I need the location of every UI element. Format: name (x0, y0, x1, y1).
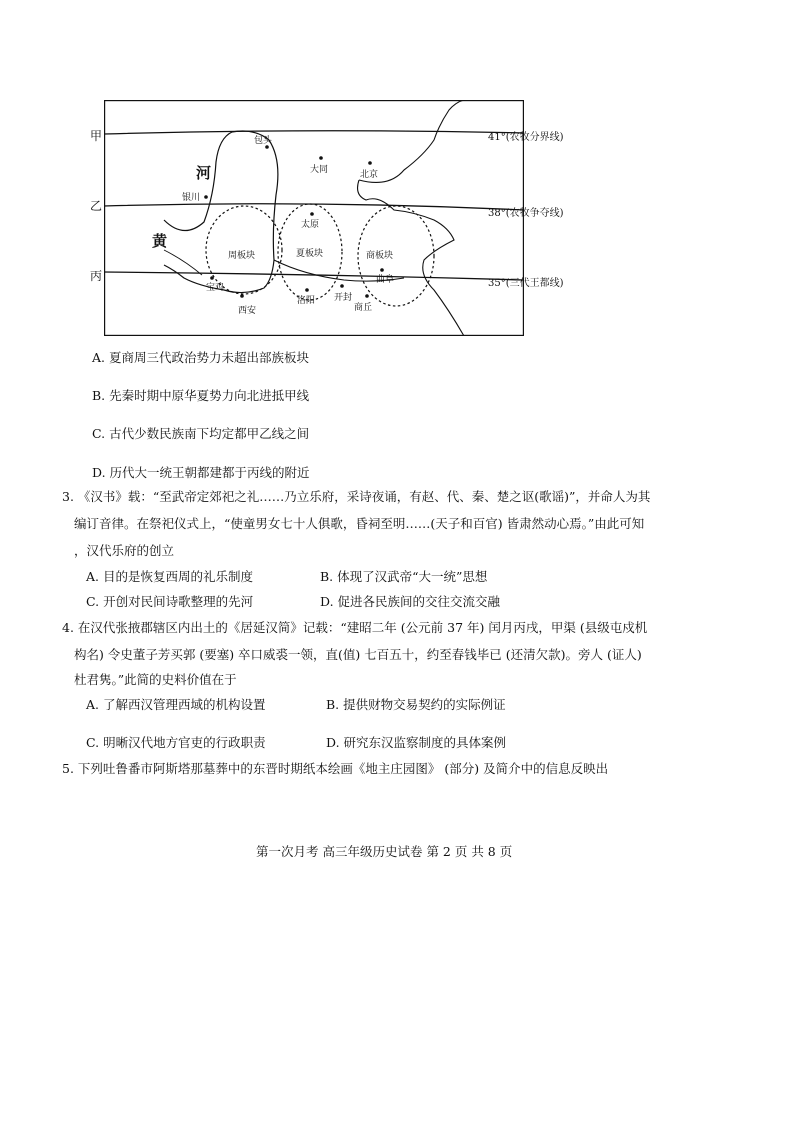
q2-option-c: C. 古代少数民族南下均定都甲乙线之间 (92, 426, 310, 441)
city-kaifeng: 开封 (334, 293, 353, 303)
line-jia (104, 131, 524, 134)
block-xia: 夏板块 (296, 249, 324, 259)
city-yinchuan: 银川 (182, 193, 201, 203)
dot-beijing (368, 161, 372, 165)
dot-kaifeng (340, 284, 344, 288)
dot-taiyuan (310, 212, 314, 216)
q4-option-d: D. 研究东汉监察制度的具体案例 (326, 735, 507, 750)
q2-option-a: A. 夏商周三代政治势力未超出部族板块 (92, 350, 309, 365)
q3-stem-line3: ，汉代乐府的创立 (74, 543, 175, 558)
dot-yinchuan (204, 195, 208, 199)
dot-datong (319, 156, 323, 160)
dot-luoyang (305, 288, 309, 292)
river-char-he: 河 (196, 164, 212, 182)
city-baotou: 包头 (254, 136, 273, 146)
q4-stem-line3: 杜君隽。”此简的史料价值在于 (74, 672, 237, 687)
q4-stem-line2: 构名) 令史董子芳买郭 (要塞) 卒口威裘一领，直(值) 七百五十，约至春钱毕已 (还清欠款)。旁人 (证人) (74, 647, 642, 662)
q4-stem-line1: 4. 在汉代张掖郡辖区内出土的《居延汉简》记载：“建昭二年 (公元前 37 年) 闰月丙戌，甲渠 (县级屯戍机 (62, 620, 648, 635)
wei-river (164, 250, 202, 275)
line-yi (104, 204, 524, 210)
city-qufu: 曲阜 (376, 275, 395, 285)
q3-stem-line2: 编订音律。在祭祀仪式上，“使童男女七十人俱歌，昏祠至明……(天子和百官) 皆肃然动心焉。”由此可知 (74, 516, 645, 531)
q3-option-a: A. 目的是恢复西周的礼乐制度 (86, 569, 253, 584)
line-label-41: 41°(农牧分界线) (488, 132, 564, 143)
block-shang: 商板块 (366, 251, 394, 261)
city-beijing: 北京 (360, 170, 379, 180)
block-zhou: 周板块 (228, 251, 256, 261)
q4-option-b: B. 提供财物交易契约的实际例证 (326, 697, 506, 712)
q3-option-b: B. 体现了汉武帝“大一统”思想 (320, 569, 488, 584)
river-char-huang: 黄 (152, 232, 168, 250)
q4-option-c: C. 明晰汉代地方官吏的行政职责 (86, 735, 266, 750)
dot-xian (240, 294, 244, 298)
yellow-river-loop (164, 131, 278, 293)
q3-option-c: C. 开创对民间诗歌整理的先河 (86, 594, 254, 609)
city-datong: 大同 (310, 165, 329, 175)
side-label-bing: 丙 (90, 269, 103, 283)
dot-shangqiu (365, 294, 369, 298)
q2-option-b: B. 先秦时期中原华夏势力向北进抵甲线 (92, 388, 310, 403)
q3-stem-line1: 3. 《汉书》载：“至武帝定郊祀之礼……乃立乐府，采诗夜诵，有赵、代、秦、楚之讴(歌谣)”，并命人为其 (62, 489, 651, 504)
q2-option-d: D. 历代大一统王朝都建都于丙线的附近 (92, 465, 310, 480)
side-label-yi: 乙 (90, 199, 103, 213)
city-xian: 西安 (238, 306, 257, 316)
line-label-38: 38°(农牧争夺线) (488, 208, 564, 219)
line-bing (104, 272, 524, 280)
q5-stem: 5. 下列吐鲁番市阿斯塔那墓葬中的东晋时期纸本绘画《地主庄园图》 (部分) 及简介中的信息反映出 (62, 761, 609, 776)
city-luoyang: 洛阳 (297, 296, 316, 306)
line-label-35: 35°(三代王都线) (488, 278, 564, 289)
city-taiyuan: 太原 (301, 220, 320, 230)
q4-option-a: A. 了解西汉管理西域的机构设置 (86, 697, 266, 712)
map-figure (90, 100, 524, 336)
city-baoji: 宝鸡 (206, 283, 225, 293)
q3-option-d: D. 促进各民族间的交往交流交融 (320, 594, 501, 609)
side-label-jia: 甲 (90, 129, 103, 143)
page-footer: 第一次月考 高三年级历史试卷 第 2 页 共 8 页 (256, 844, 513, 859)
city-shangqiu: 商丘 (354, 303, 373, 313)
